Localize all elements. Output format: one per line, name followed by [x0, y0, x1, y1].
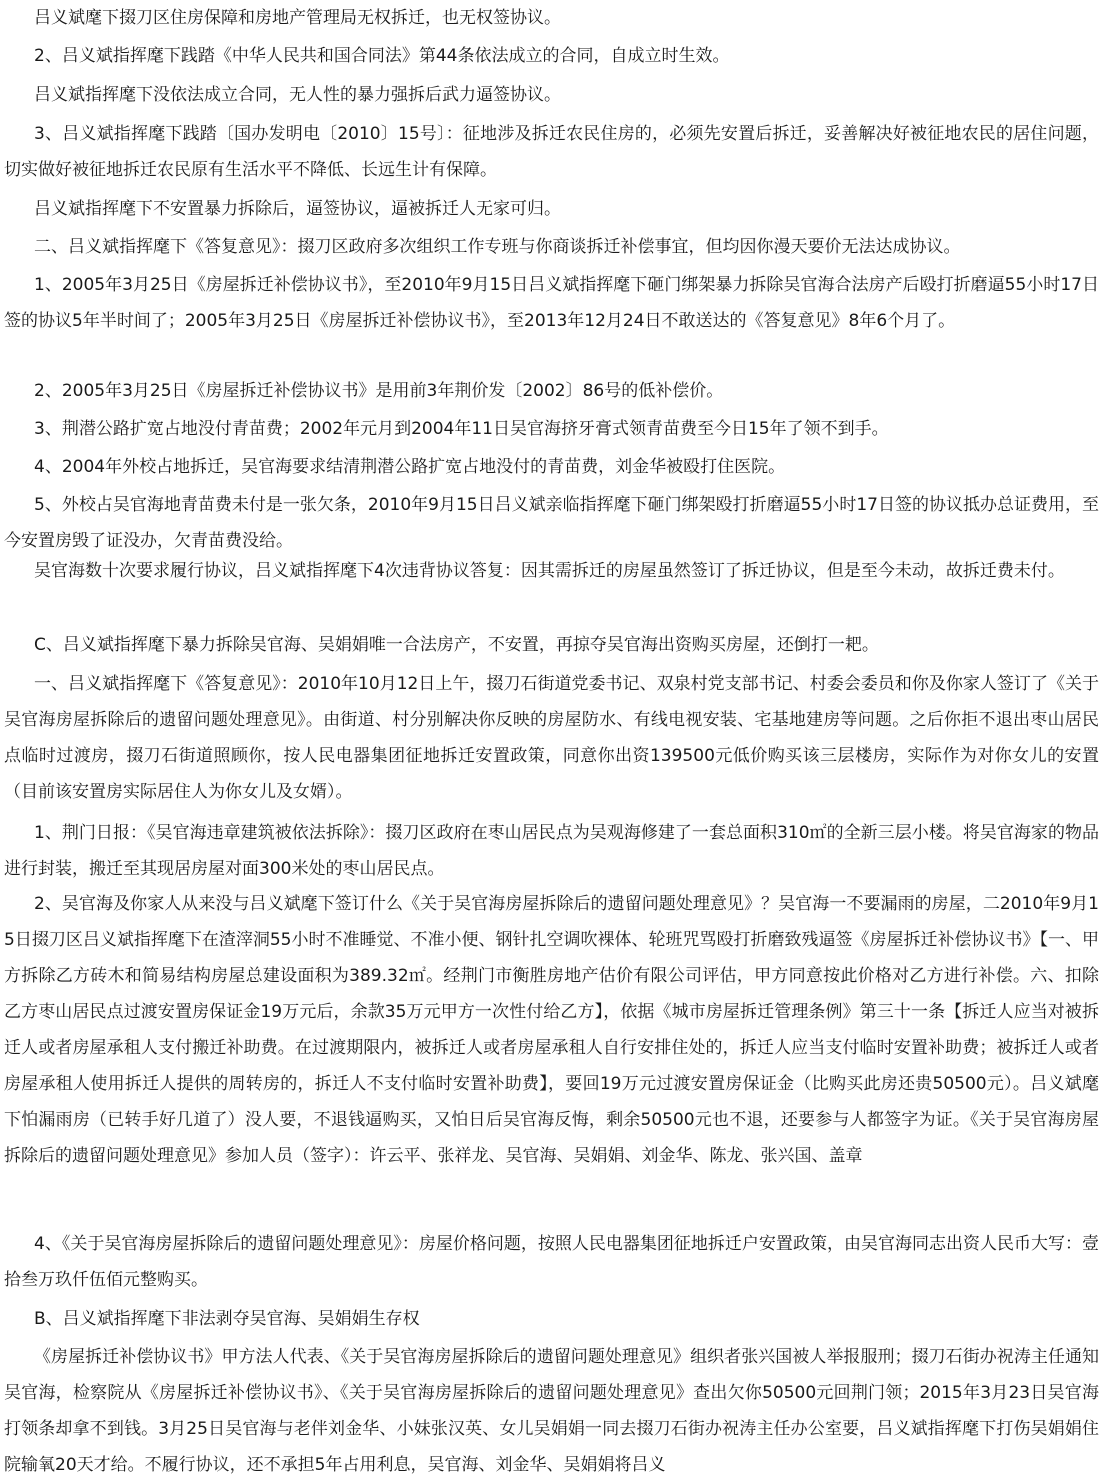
- paragraph-8: 2、2005年3月25日《房屋拆迁补偿协议书》是用前3年荆价发〔2002〕86号的低补偿价。: [34, 381, 724, 401]
- paragraph-16: 2、吴官海及你家人从来没与吕义斌麾下签订什么《关于吴官海房屋拆除后的遗留问题处理意见》？吴官海一不要漏雨的房屋，二2010年9月15日掇刀区吕义斌指挥麾下在渣滓洞55小时不准睡觉、不准小便、钢针扎空调吹裸体、轮班咒骂殴打折磨致残逼签《房屋拆迁补偿协议书》【一、甲方拆除乙方砖木和简易结构房屋总建设面积为389.32㎡。经荆门市衡胜房地产估价有限公司评估，甲方同意按此价格对乙方进行补偿。六、扣除乙方枣山居民点过渡安置房保证金19万元后，余款35万元甲方一次性付给乙方】，依据《城市房屋拆迁管理条例》第三十一条【拆迁人应当对被拆迁人或者房屋承租人支付搬迁补助费。在过渡期限内，被拆迁人或者房屋承租人自行安排住处的，拆迁人应当支付临时安置补助费；被拆迁人或者房屋承租人使用拆迁人提供的周转房的，拆迁人不支付临时安置补助费】，要回19万元过渡安置房保证金（比购买此房还贵50500元）。吕义斌麾下怕漏雨房（已转手好几道了）没人要，不退钱逼购买，又怕日后吴官海反悔，剩余50500元也不退，还要参与人都签字为证。《关于吴官海房屋拆除后的遗留问题处理意见》参加人员（签字）：许云平、张祥龙、吴官海、吴娟娟、刘金华、陈龙、张兴国、盖章: [4, 894, 1099, 1166]
- paragraph-3: 吕义斌指挥麾下没依法成立合同，无人性的暴力强拆后武力逼签协议。: [34, 85, 561, 105]
- paragraph-10: 4、2004年外校占地拆迁，吴官海要求结清荆潜公路扩宽占地没付的青苗费，刘金华被殴打住医院。: [34, 457, 786, 477]
- paragraph-5: 吕义斌指挥麾下不安置暴力拆除后，逼签协议，逼被拆迁人无家可归。: [34, 199, 561, 219]
- paragraph-14: 一、吕义斌指挥麾下《答复意见》：2010年10月12日上午，掇刀石街道党委书记、双泉村党支部书记、村委会委员和你及你家人签订了《关于吴官海房屋拆除后的遗留问题处理意见》。由街道、村分别解决你反映的房屋防水、有线电视安装、宅基地建房等问题。之后你拒不退出枣山居民点临时过渡房，掇刀石街道照顾你，按人民电器集团征地拆迁安置政策，同意你出资139500元低价购买该三层楼房，实际作为对你女儿的安置（目前该安置房实际居住人为你女儿及女婿）。: [4, 674, 1099, 802]
- paragraph-7: 1、2005年3月25日《房屋拆迁补偿协议书》，至2010年9月15日吕义斌指挥麾下砸门绑架暴力拆除吴官海合法房产后殴打折磨逼55小时17日签的协议5年半时间了；2005年3月25日《房屋拆迁补偿协议书》，至2013年12月24日不敢送达的《答复意见》8年6个月了。: [4, 275, 1099, 331]
- paragraph-9: 3、荆潜公路扩宽占地没付青苗费；2002年元月到2004年11日吴官海挤牙膏式领青苗费至今日15年了领不到手。: [34, 419, 889, 439]
- paragraph-18: B、吕义斌指挥麾下非法剥夺吴官海、吴娟娟生存权: [34, 1309, 420, 1329]
- paragraph-19: 《房屋拆迁补偿协议书》甲方法人代表、《关于吴官海房屋拆除后的遗留问题处理意见》组织者张兴国被人举报服刑；掇刀石街办祝涛主任通知吴官海，检察院从《房屋拆迁补偿协议书》、《关于吴官海房屋拆除后的遗留问题处理意见》查出欠你50500元回荆门领；2015年3月23日吴官海打领条却拿不到钱。3月25日吴官海与老伴刘金华、小妹张汉英、女儿吴娟娟一同去掇刀石街办祝涛主任办公室要，吕义斌指挥麾下打伤吴娟娟住院输氧20天才给。不履行协议，还不承担5年占用利息，吴官海、刘金华、吴娟娟将吕义: [4, 1347, 1099, 1475]
- paragraph-11: 5、外校占吴官海地青苗费未付是一张欠条，2010年9月15日吕义斌亲临指挥麾下砸门绑架殴打折磨逼55小时17日签的协议抵办总证费用，至今安置房毁了证没办，欠青苗费没给。: [4, 495, 1099, 551]
- paragraph-2: 2、吕义斌指挥麾下践踏《中华人民共和国合同法》第44条依法成立的合同，自成立时生效。: [34, 46, 730, 66]
- paragraph-12: 吴官海数十次要求履行协议，吕义斌指挥麾下4次违背协议答复：因其需拆迁的房屋虽然签订了拆迁协议，但是至今未动，故拆迁费未付。: [34, 561, 1065, 581]
- paragraph-13: C、吕义斌指挥麾下暴力拆除吴官海、吴娟娟唯一合法房产，不安置，再掠夺吴官海出资购买房屋，还倒打一耙。: [34, 635, 879, 655]
- paragraph-15: 1、荆门日报：《吴官海违章建筑被依法拆除》：掇刀区政府在枣山居民点为吴观海修建了一套总面积310㎡的全新三层小楼。将吴官海家的物品进行封装，搬迁至其现居房屋对面300米处的枣山居民点。: [4, 823, 1099, 879]
- paragraph-17: 4、《关于吴官海房屋拆除后的遗留问题处理意见》：房屋价格问题，按照人民电器集团征地拆迁户安置政策，由吴官海同志出资人民币大写：壹拾叁万玖仟伍佰元整购买。: [4, 1234, 1099, 1290]
- paragraph-6: 二、吕义斌指挥麾下《答复意见》：掇刀区政府多次组织工作专班与你商谈拆迁补偿事宜，但均因你漫天要价无法达成协议。: [34, 237, 961, 257]
- paragraph-1: 吕义斌麾下掇刀区住房保障和房地产管理局无权拆迁，也无权签协议。: [34, 8, 561, 28]
- paragraph-4: 3、吕义斌指挥麾下践踏〔国办发明电〔2010〕15号〕：征地涉及拆迁农民住房的，必须先安置后拆迁，妥善解决好被征地农民的居住问题，切实做好被征地拆迁农民原有生活水平不降低、长远生计有保障。: [4, 124, 1099, 180]
